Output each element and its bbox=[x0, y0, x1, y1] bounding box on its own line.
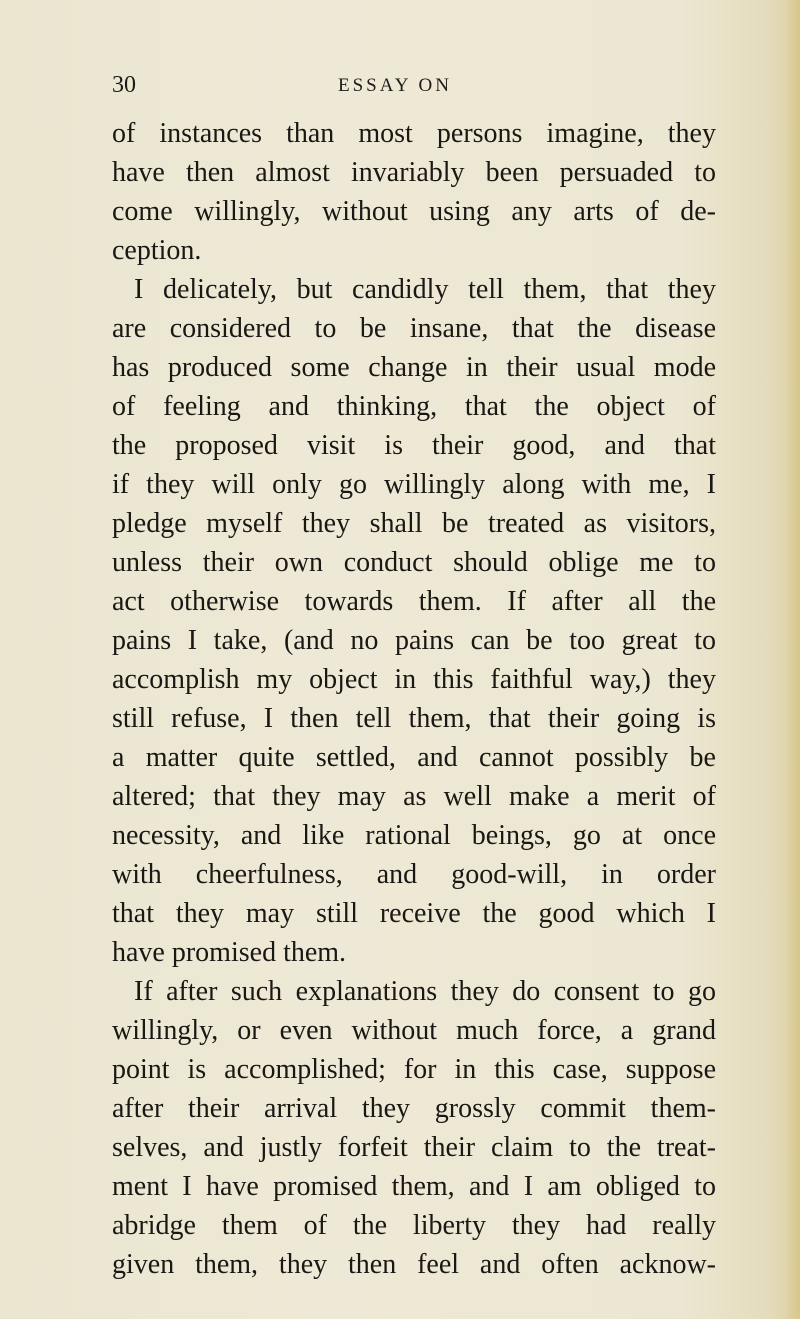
text-line: willingly, or even without much force, a grand bbox=[112, 1015, 716, 1046]
text-line: are considered to be insane, that the disease bbox=[112, 313, 716, 344]
text-line: I delicately, but candidly tell them, that they bbox=[134, 274, 716, 305]
text-line: pains I take, (and no pains can be too great to bbox=[112, 625, 716, 656]
text-line: the proposed visit is their good, and that bbox=[112, 430, 716, 461]
text-line: ment I have promised them, and I am obliged to bbox=[112, 1171, 716, 1202]
text-line: that they may still receive the good which I bbox=[112, 898, 716, 929]
text-line: if they will only go willingly along with me, I bbox=[112, 469, 716, 500]
text-line: altered; that they may as well make a merit of bbox=[112, 781, 716, 812]
text-line: have promised them. bbox=[112, 937, 347, 968]
text-line: necessity, and like rational beings, go at once bbox=[112, 820, 716, 851]
text-line: of feeling and thinking, that the object of bbox=[112, 391, 716, 422]
text-line: point is accomplished; for in this case, suppose bbox=[112, 1054, 716, 1085]
text-line: unless their own conduct should oblige me to bbox=[112, 547, 716, 578]
page-header bbox=[112, 72, 712, 102]
text-line: still refuse, I then tell them, that their going is bbox=[112, 703, 716, 734]
text-line: accomplish my object in this faithful way,) they bbox=[112, 664, 716, 695]
text-line: given them, they then feel and often acknow- bbox=[112, 1249, 716, 1280]
body-text bbox=[112, 114, 716, 1284]
text-line: have then almost invariably been persuaded to bbox=[112, 157, 716, 188]
text-line: selves, and justly forfeit their claim to the treat- bbox=[112, 1132, 716, 1163]
running-head: ESSAY ON bbox=[338, 75, 452, 96]
page-number: 30 bbox=[112, 72, 136, 98]
text-line: pledge myself they shall be treated as visitors, bbox=[112, 508, 716, 539]
text-line: act otherwise towards them. If after all the bbox=[112, 586, 716, 617]
text-line: If after such explanations they do consent to go bbox=[134, 976, 716, 1007]
text-line: with cheerfulness, and good-will, in order bbox=[112, 859, 716, 890]
text-line: abridge them of the liberty they had really bbox=[112, 1210, 716, 1241]
text-line: a matter quite settled, and cannot possibly be bbox=[112, 742, 716, 773]
text-line: after their arrival they grossly commit them- bbox=[112, 1093, 716, 1124]
text-line: of instances than most persons imagine, they bbox=[112, 118, 716, 149]
page-edge-shading bbox=[786, 0, 800, 1319]
text-line: ception. bbox=[112, 235, 202, 266]
text-line: has produced some change in their usual mode bbox=[112, 352, 716, 383]
text-line: come willingly, without using any arts of de- bbox=[112, 196, 716, 227]
